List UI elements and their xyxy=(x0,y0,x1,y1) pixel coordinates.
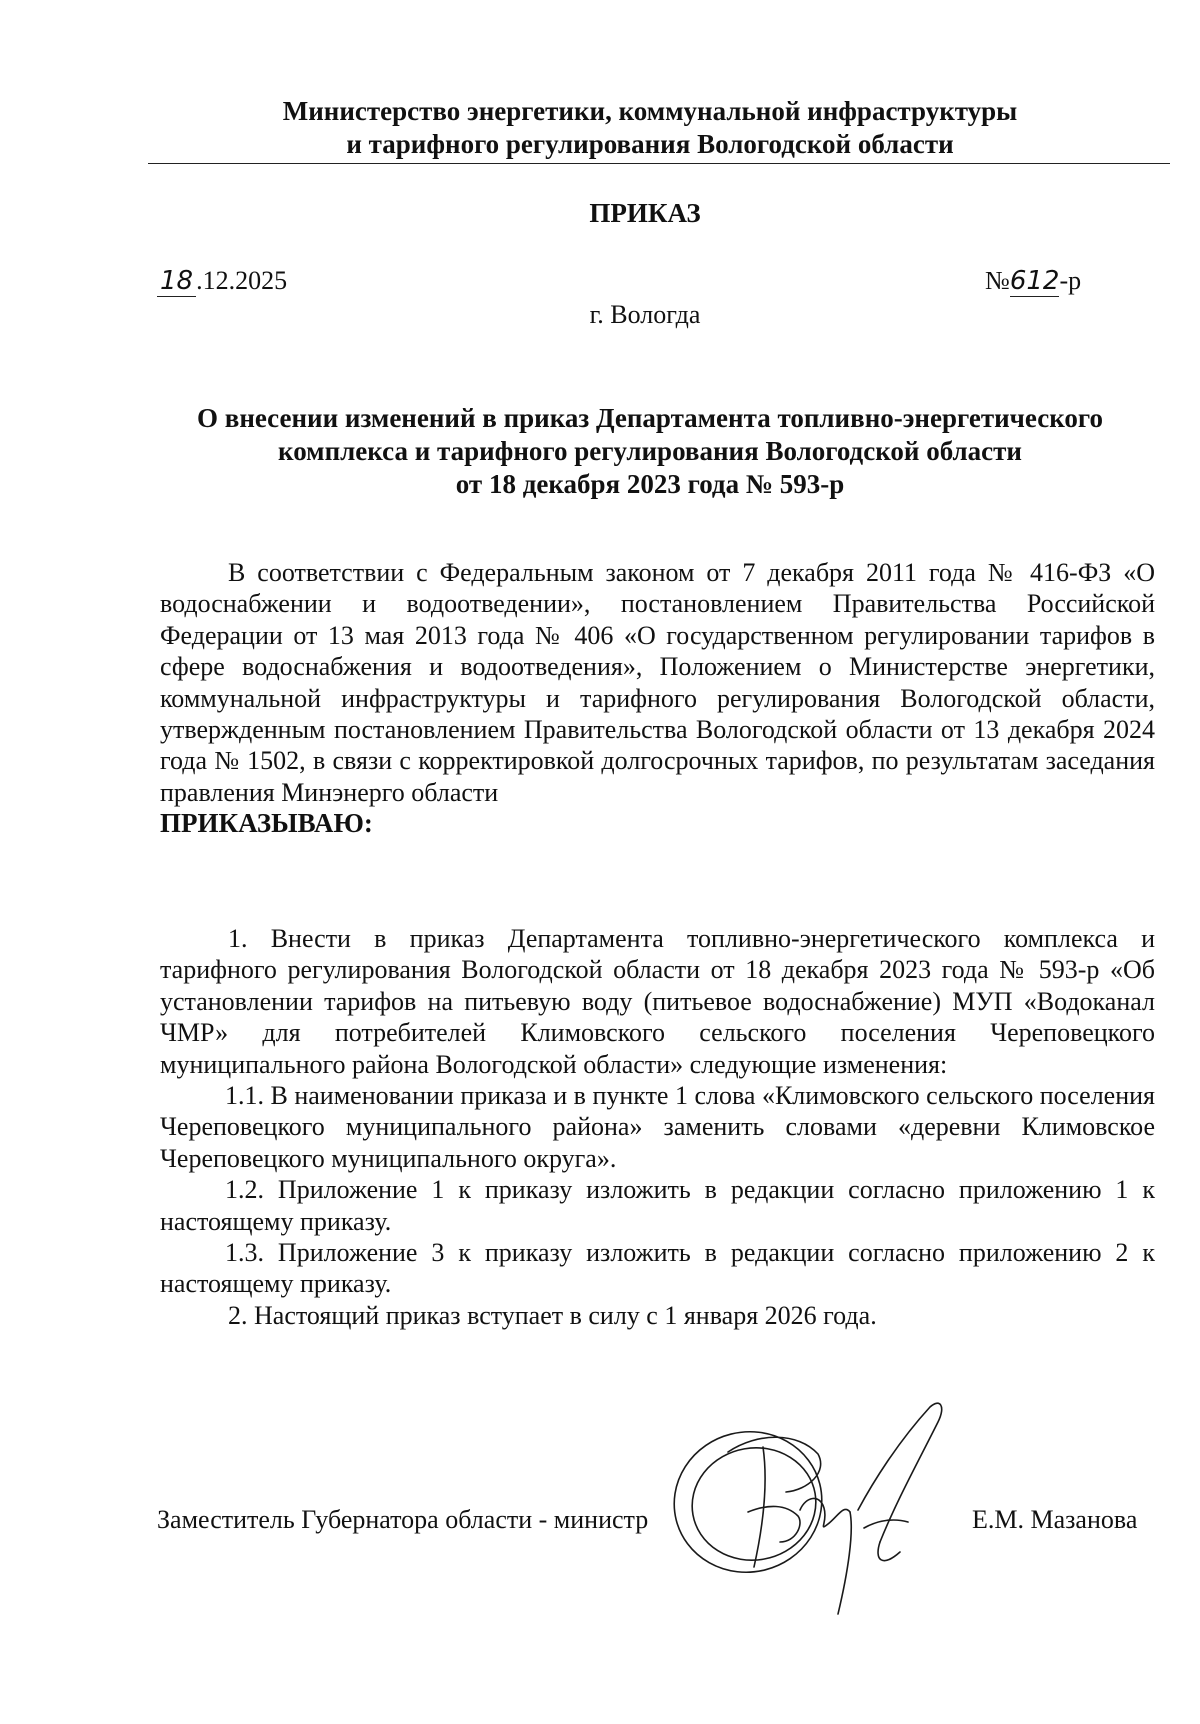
item-1-1: 1.1. В наименовании приказа и в пункте 1 слова «Климовского сельского поселения Череповецкого муниципального района» заменить словами «деревни Климовское Череповецкого муниципального округа». xyxy=(160,1081,1155,1173)
item-1-3: 1.3. Приложение 3 к приказу изложить в редакции согласно приложению 2 к настоящему приказу. xyxy=(160,1238,1155,1299)
orders-word: ПРИКАЗЫВАЮ: xyxy=(160,808,373,839)
number-prefix: № xyxy=(985,266,1010,295)
ministry-header xyxy=(150,95,1150,161)
ministry-line-2: и тарифного регулирования Вологодской области xyxy=(346,129,954,159)
signatory-title: Заместитель Губернатора области - министр xyxy=(157,1505,649,1534)
date-rest: .12.2025 xyxy=(196,266,288,295)
item-1: 1. Внести в приказ Департамента топливно-энергетического комплекса и тарифного регулирования Вологодской области от 18 декабря 2023 года № 593-р «Об установлении тарифов на питьевую воду (питьевое водоснабжение) МУП «Водоканал ЧМР» для потребителей Климовского сельского поселения Череповецкого муниципального района Вологодской области» следующие изменения: xyxy=(160,924,1155,1079)
doc-subject xyxy=(150,402,1150,501)
number-suffix: -р xyxy=(1059,266,1082,295)
subject-line-2: комплекса и тарифного регулирования Вологодской области xyxy=(278,436,1022,466)
date-day-handwritten: 18 xyxy=(157,266,196,297)
item-2: 2. Настоящий приказ вступает в силу с 1 января 2026 года. xyxy=(228,1300,877,1330)
handwritten-signature xyxy=(668,1392,968,1627)
doc-type: ПРИКАЗ xyxy=(589,198,701,228)
doc-city: г. Вологда xyxy=(589,300,701,329)
subject-line-1: О внесении изменений в приказ Департамента топливно-энергетического xyxy=(196,403,1103,433)
signatory-name: Е.М. Мазанова xyxy=(972,1505,1138,1534)
number-value-handwritten: 612 xyxy=(1009,266,1060,296)
subject-line-3: от 18 декабря 2023 года № 593-р xyxy=(455,469,845,499)
items-block xyxy=(160,923,1155,1331)
header-rule xyxy=(148,163,1170,164)
ministry-line-1: Министерство энергетики, коммунальной инфраструктуры xyxy=(282,96,1018,126)
doc-number xyxy=(985,266,1081,297)
doc-date xyxy=(157,266,287,297)
preamble-block xyxy=(160,557,1155,840)
item-1-2: 1.2. Приложение 1 к приказу изложить в редакции согласно приложению 1 к настоящему приказу. xyxy=(160,1175,1155,1236)
preamble-text: В соответствии с Федеральным законом от 7 декабря 2011 года № 416-ФЗ «О водоснабжении и водоотведении», постановлением Правительства Российской Федерации от 13 мая 2013 года № 406 «О государственном регулировании тарифов в сфере водоснабжения и водоотведения», Положением о Министерстве энергетики, коммунальной инфраструктуры и тарифного регулирования Вологодской области, утвержденным постановлением Правительства Вологодской области от 13 декабря 2024 года № 1502, в связи с корректировкой долгосрочных тарифов, по результатам заседания правления Минэнерго области xyxy=(160,558,1155,807)
